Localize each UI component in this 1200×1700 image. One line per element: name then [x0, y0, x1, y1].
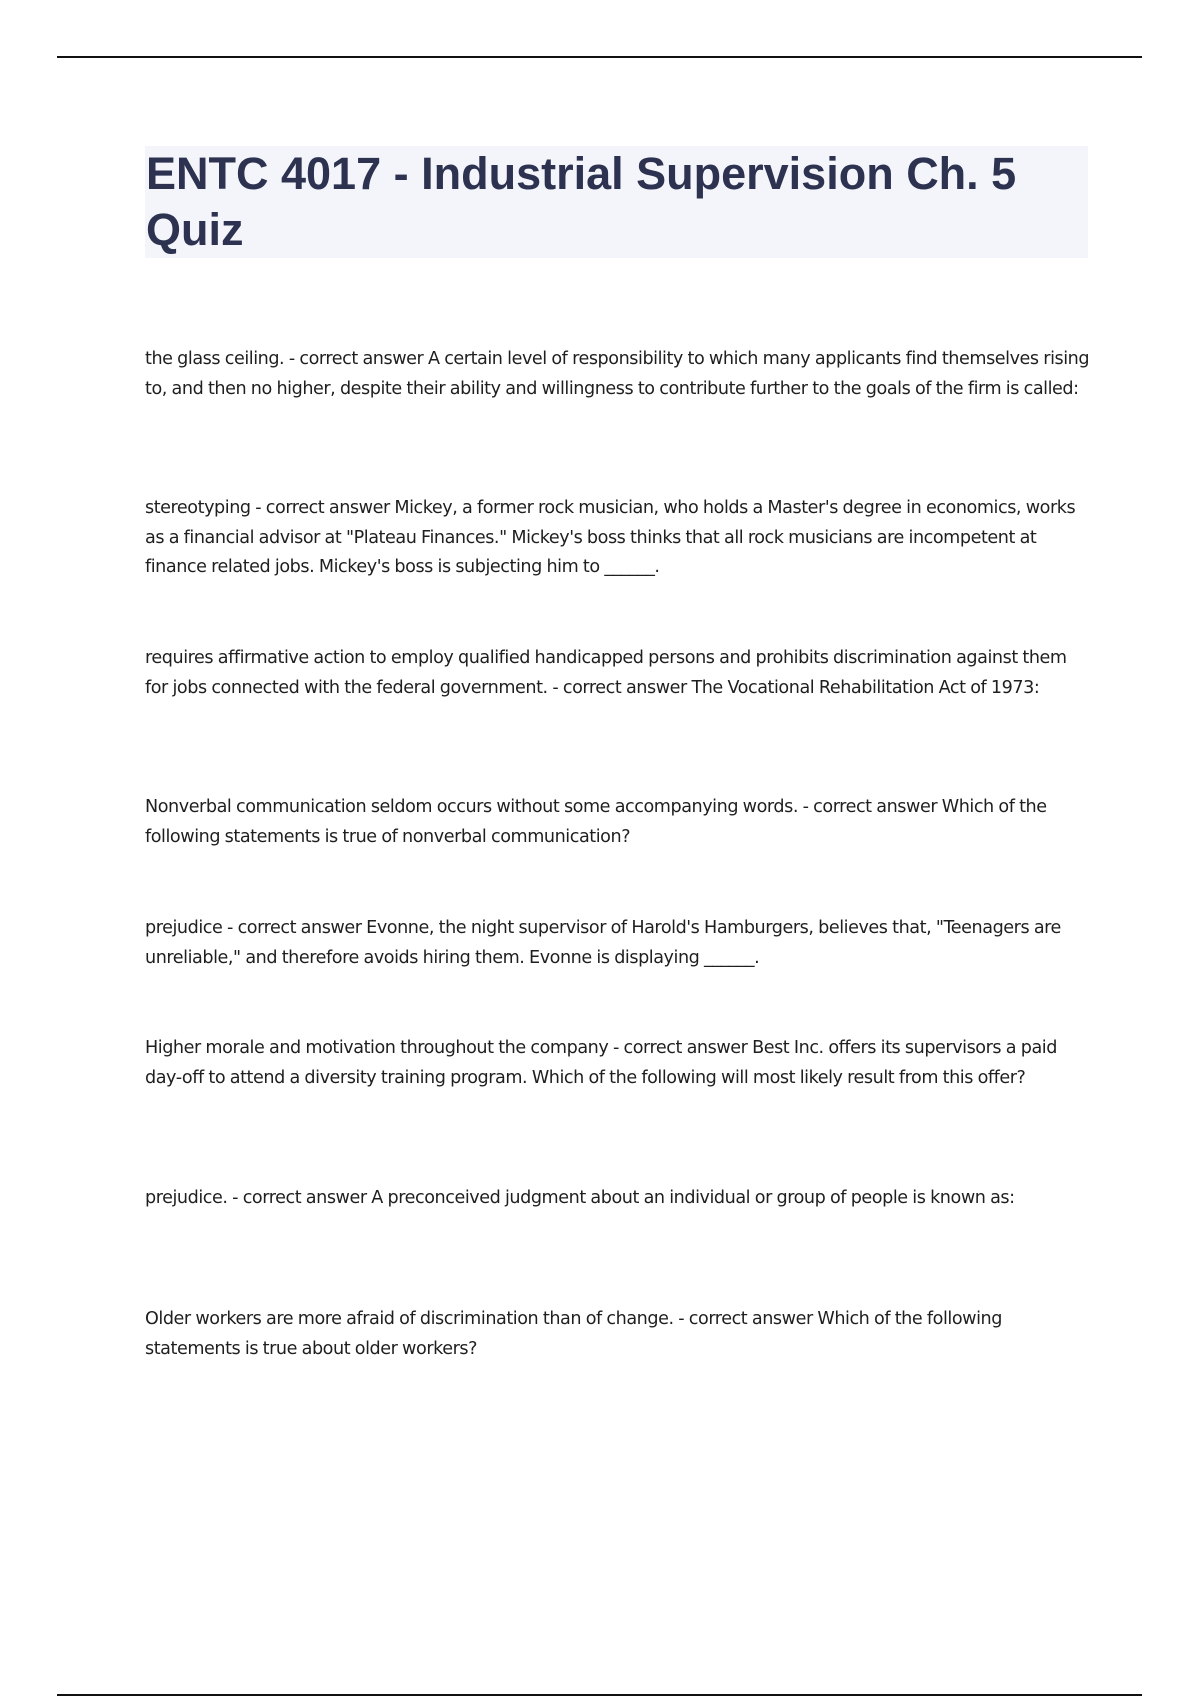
qa-item-8: Older workers are more afraid of discrimination than of change. - correct answer Which of the following statements is true about older workers? [145, 1309, 1002, 1359]
document-title: ENTC 4017 - Industrial Supervision Ch. 5 Quiz [146, 148, 1017, 255]
qa-item-7: prejudice. - correct answer A preconceived judgment about an individual or group of people is known as: [145, 1188, 1015, 1208]
qa-item-5: prejudice - correct answer Evonne, the night supervisor of Harold's Hamburgers, believes that, "Teenagers are unreliable," and therefore avoids hiring them. Evonne is displaying ______. [145, 918, 1061, 968]
qa-item-4: Nonverbal communication seldom occurs without some accompanying words. - correct answer Which of the following statements is true of nonverbal communication? [145, 797, 1047, 847]
qa-item-1: the glass ceiling. - correct answer A certain level of responsibility to which many applicants find themselves rising to, and then no higher, despite their ability and willingness to contribute further to the goals of the firm is called: [145, 349, 1090, 399]
bottom-divider [57, 1694, 1142, 1696]
top-divider [57, 56, 1142, 58]
qa-item-6: Higher morale and motivation throughout the company - correct answer Best Inc. offers its supervisors a paid day-off to attend a diversity training program. Which of the following will most likely result from this offer? [145, 1038, 1057, 1088]
qa-item-3: requires affirmative action to employ qualified handicapped persons and prohibits discrimination against them for jobs connected with the federal government. - correct answer The Vocational Rehabilitation Act of 1973: [145, 648, 1067, 698]
title-block [145, 146, 1088, 258]
qa-item-2: stereotyping - correct answer Mickey, a former rock musician, who holds a Master's degree in economics, works as a financial advisor at "Plateau Finances." Mickey's boss thinks that all rock musicians are incompetent at finance related jobs. Mickey's boss is subjecting him to ______. [145, 498, 1076, 577]
